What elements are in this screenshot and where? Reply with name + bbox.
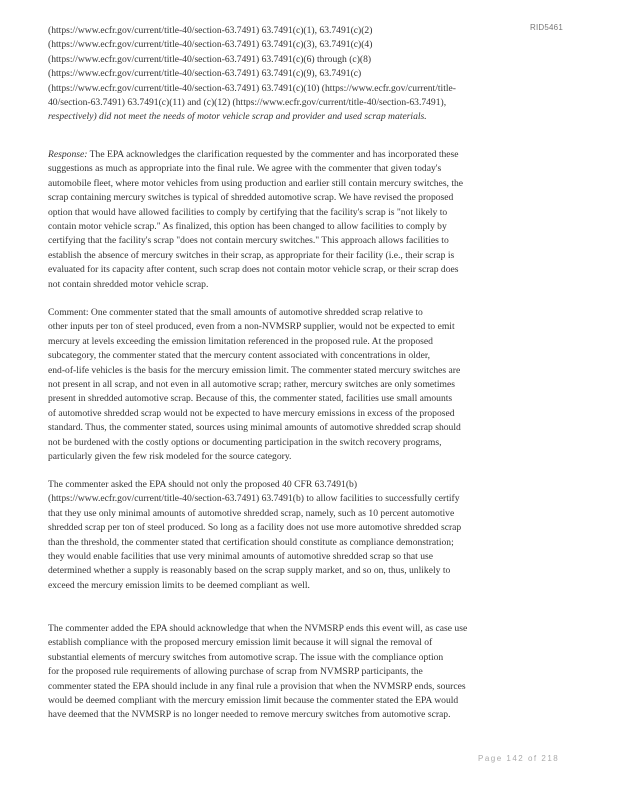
text-line: (https://www.ecfr.gov/current/title-40/section-63.7491) 63.7491(c)(9), 63.7491(c) xyxy=(48,68,362,80)
text-line: not be burdened with the costly options or documenting participation in the switch recovery programs, xyxy=(48,436,442,448)
text-line: (https://www.ecfr.gov/current/title-40/section-63.7491) 63.7491(c)(10) (https://www.ecfr.gov/current/title- xyxy=(48,82,456,94)
text-line: automobile fleet, where motor vehicles from using production and earlier still contain mercury switches, the xyxy=(48,177,464,189)
text-line: standard. Thus, the commenter stated, sources using minimal amounts of automotive shredded scrap should xyxy=(48,422,461,434)
text-line: The commenter added the EPA should acknowledge that when the NVMSRP ends this event will, as case use xyxy=(48,623,468,634)
text-line: establish the absence of mercury switches in their scrap, as appropriate for their facility (i.e., their scrap is xyxy=(48,249,455,261)
text-line: (https://www.ecfr.gov/current/title-40/section-63.7491) 63.7491(c)(6) through (c)(8) xyxy=(48,53,372,65)
text-line: (https://www.ecfr.gov/current/title-40/section-63.7491) 63.7491(b) to allow facilities to successfully certify xyxy=(48,493,460,505)
citation-paragraph xyxy=(48,24,568,125)
text-line: scrap containing mercury switches is typical of shredded automotive scrap. We have revised the proposed xyxy=(48,192,454,204)
text-line: they would enable facilities that use very minimal amounts of automotive shredded scrap so that use xyxy=(48,550,433,562)
text-line: 40/section-63.7491) 63.7491(c)(11) and (c)(12) (https://www.ecfr.gov/current/title-40/section-63.7491), xyxy=(48,96,447,108)
text-line: suggestions as much as appropriate into the final rule. We agree with the commenter that given today's xyxy=(48,163,442,175)
text-line: respectively) did not meet the needs of motor vehicle scrap and provider and used scrap materials. xyxy=(48,111,427,123)
text-line: evaluated for its capacity after content, such scrap does not contain motor vehicle scrap, or their scrap does xyxy=(48,264,459,276)
commenter-nvmsrp-paragraph xyxy=(48,622,568,723)
text-line xyxy=(48,148,568,162)
text-line: The commenter asked the EPA should not only the proposed 40 CFR 63.7491(b) xyxy=(48,479,358,490)
response-label: Response: xyxy=(48,149,88,160)
text-line: particularly given the few risk modeled for the source category. xyxy=(48,450,292,462)
text-line: for the proposed rule requirements of allowing purchase of scrap from NVMSRP participants, the xyxy=(48,666,423,678)
text-line: shredded scrap per ton of steel produced. So long as a facility does not use more automotive shredded scrap xyxy=(48,522,462,534)
text-line: substantial elements of mercury switches from automotive scrap. The issue with the compliance option xyxy=(48,651,444,663)
text-line: other inputs per ton of steel produced, even from a non-NVMSRP supplier, would not be expected to emit xyxy=(48,321,455,333)
text-line: subcategory, the commenter stated that the mercury content associated with concentrations in older, xyxy=(48,350,431,362)
text-line: of automotive shredded scrap would not be expected to have mercury emissions in excess of the proposed xyxy=(48,407,455,419)
text-line: determined whether a supply is reasonably based on the scrap supply market, and so on, thus, unlikely to xyxy=(48,565,451,577)
text-line: exceed the mercury emission limits to be deemed compliant as well. xyxy=(48,579,310,591)
text-line: present in shredded automotive scrap. Because of this, the commenter stated, facilities use small amounts xyxy=(48,393,453,405)
page-number: Page 142 of 218 xyxy=(478,754,560,763)
text-line: than the threshold, the commenter stated that certification should constitute as compliance demonstration; xyxy=(48,536,454,548)
commenter-request-paragraph xyxy=(48,478,568,593)
text-span: The EPA acknowledges the clarification requested by the commenter and has incorporated these xyxy=(89,149,459,160)
text-line: would be deemed compliant with the mercury emission limit because the commenter stated the EPA would xyxy=(48,694,459,706)
text-line: option that would have allowed facilities to comply by certifying that the facility's scrap is "not likely to xyxy=(48,206,448,218)
text-line: (https://www.ecfr.gov/current/title-40/section-63.7491) 63.7491(c)(1), 63.7491(c)(2) xyxy=(48,25,373,36)
text-line: mercury at levels exceeding the emission limitation referenced in the proposed rule. At the proposed xyxy=(48,335,433,347)
text-line: (https://www.ecfr.gov/current/title-40/section-63.7491) 63.7491(c)(3), 63.7491(c)(4) xyxy=(48,39,373,51)
text-line: contain motor vehicle scrap." As finalized, this option has been changed to allow facilities to comply by xyxy=(48,220,447,232)
text-line: have deemed that the NVMSRP is no longer needed to remove mercury switches from automotive scrap. xyxy=(48,709,451,721)
document-id: RID5461 xyxy=(530,23,563,32)
text-line: certifying that the facility's scrap "does not contain mercury switches." This approach allows facilities to xyxy=(48,235,449,247)
text-line: not present in all scrap, and not even in all automotive scrap; rather, mercury switches are only sometimes xyxy=(48,378,455,390)
text-line: not contain shredded motor vehicle scrap. xyxy=(48,278,209,290)
text-line: establish compliance with the proposed mercury emission limit because it will signal the removal of xyxy=(48,637,433,649)
response-paragraph xyxy=(48,148,568,292)
text-line: end-of-life vehicles is the basis for the mercury emission limit. The commenter stated mercury switches are xyxy=(48,364,461,376)
text-line: that they use only minimal amounts of automotive shredded scrap, namely, such as 10 percent automotive xyxy=(48,507,455,519)
comment-paragraph xyxy=(48,306,568,464)
text-line: commenter stated the EPA should include in any final rule a provision that when the NVMSRP ends, sources xyxy=(48,680,466,692)
text-line: Comment: One commenter stated that the small amounts of automotive shredded scrap relative to xyxy=(48,307,423,318)
